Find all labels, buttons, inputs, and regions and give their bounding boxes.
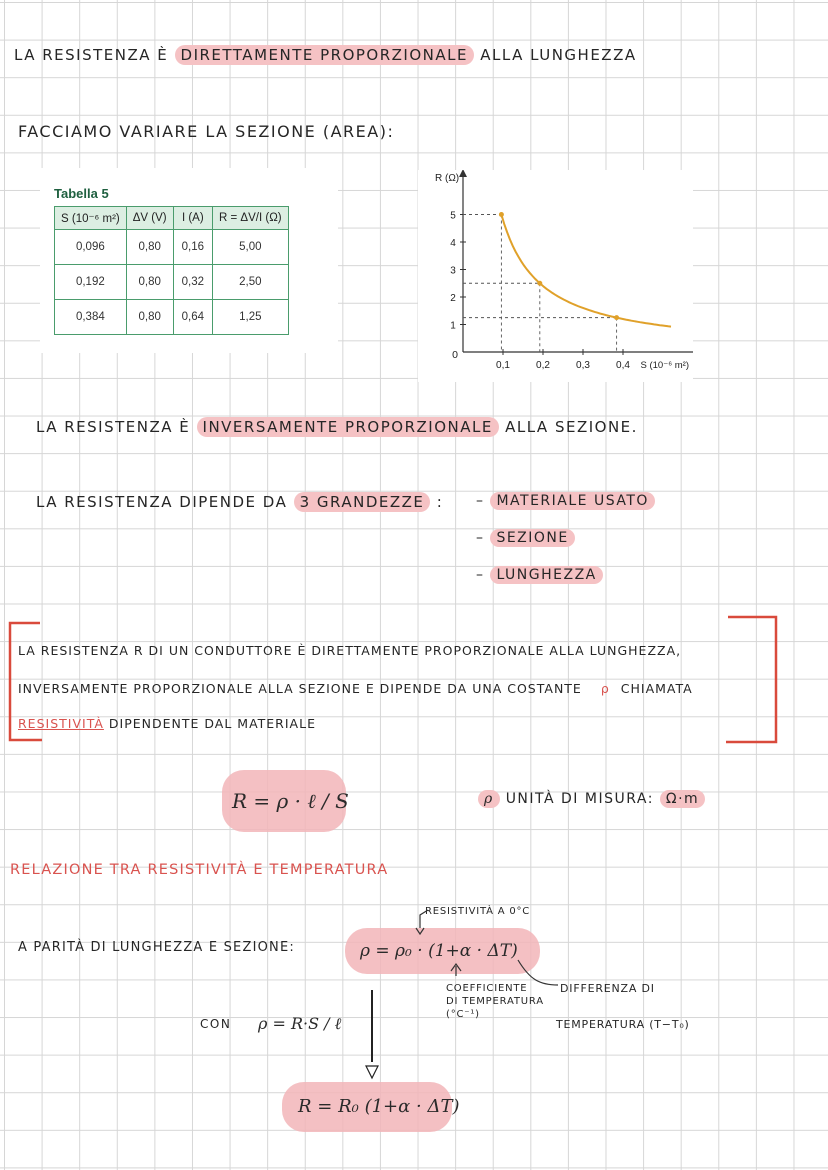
table-cell: 0,384 bbox=[55, 300, 127, 335]
x-axis-label: S (10⁻⁶ m²) bbox=[640, 360, 689, 371]
table-header-row bbox=[55, 207, 289, 230]
formula-resistivity: ρ = R·S / ℓ bbox=[258, 1014, 342, 1033]
statement-length-pre: LA RESISTENZA È bbox=[14, 46, 169, 64]
table-cell: 0,32 bbox=[173, 265, 212, 300]
table-card bbox=[40, 168, 338, 353]
vary-section-line: FACCIAMO VARIARE LA SEZIONE (AREA): bbox=[18, 122, 395, 141]
three-quantities-highlight: 3 GRANDEZZE bbox=[294, 492, 431, 512]
annotation-coefficient-3: (°C⁻¹) bbox=[446, 1009, 480, 1020]
x-tick-label: 0,1 bbox=[496, 360, 510, 371]
section-heading: RELAZIONE TRA RESISTIVITÀ E TEMPERATURA bbox=[10, 862, 389, 878]
table-cell: 0,16 bbox=[173, 230, 212, 265]
list-item: – SEZIONE bbox=[476, 530, 575, 546]
definition-resistivity: RESISTIVITÀ bbox=[18, 716, 104, 731]
x-tick-label: 0,4 bbox=[616, 360, 630, 371]
table-cell: 2,50 bbox=[213, 265, 289, 300]
table-cell: 0,80 bbox=[126, 300, 173, 335]
statement-section bbox=[36, 418, 638, 436]
definition-rho: ρ bbox=[600, 681, 610, 696]
definition-material: DIPENDENTE DAL MATERIALE bbox=[108, 716, 316, 731]
unit-rho: ρ bbox=[478, 790, 500, 808]
y-tick-label: 5 bbox=[450, 210, 456, 222]
table-row bbox=[55, 300, 289, 335]
table-cell: 0,80 bbox=[126, 265, 173, 300]
y-tick-label: 3 bbox=[450, 265, 456, 277]
table-row bbox=[55, 265, 289, 300]
data-point bbox=[499, 212, 504, 217]
chart-card bbox=[418, 170, 693, 382]
table-cell: 5,00 bbox=[213, 230, 289, 265]
annotation-difference-2: TEMPERATURA (T−T₀) bbox=[556, 1018, 690, 1031]
y-tick-label: 2 bbox=[450, 293, 456, 304]
annotation-coefficient-2: DI TEMPERATURA bbox=[446, 996, 544, 1007]
statement-section-highlight: INVERSAMENTE PROPORZIONALE bbox=[197, 417, 499, 437]
annotation-coefficient-1: COEFFICIENTE bbox=[446, 983, 528, 994]
table-body bbox=[55, 230, 289, 335]
three-quantities-post: : bbox=[436, 493, 444, 511]
definition-line-3 bbox=[18, 716, 316, 731]
x-tick-label: 0,3 bbox=[576, 360, 590, 371]
definition-chiamata: CHIAMATA bbox=[620, 681, 693, 696]
data-table bbox=[54, 206, 289, 335]
formula-resistance-temperature: R = R₀ (1+α · ΔT) bbox=[298, 1096, 460, 1117]
y-tick-label: 1 bbox=[450, 320, 456, 332]
y-tick-label: 4 bbox=[450, 238, 456, 249]
three-quantities-pre: LA RESISTENZA DIPENDE DA bbox=[36, 493, 288, 511]
unit-value: Ω·m bbox=[660, 790, 705, 808]
table-row bbox=[55, 230, 289, 265]
definition-line-2 bbox=[18, 681, 693, 696]
formula-temperature: ρ = ρ₀ · (1+α · ΔT) bbox=[360, 941, 518, 961]
three-quantities-line bbox=[36, 493, 443, 511]
table-cell: 1,25 bbox=[213, 300, 289, 335]
list-item-material: MATERIALE USATO bbox=[490, 492, 654, 510]
statement-length bbox=[14, 46, 637, 64]
formula-resistance: R = ρ · ℓ / S bbox=[232, 789, 349, 813]
parita-line: A PARITÀ DI LUNGHEZZA E SEZIONE: bbox=[18, 940, 295, 955]
data-point bbox=[537, 281, 542, 286]
statement-length-post: ALLA LUNGHEZZA bbox=[480, 46, 637, 64]
list-item-section: SEZIONE bbox=[490, 529, 574, 547]
unit-label: UNITÀ DI MISURA: bbox=[505, 791, 654, 807]
definition-line-2-text: INVERSAMENTE PROPORZIONALE ALLA SEZIONE E DIPENDE DA UNA COSTANTE bbox=[18, 681, 582, 696]
annotation-coefficient bbox=[446, 982, 544, 1021]
table-header-3: R = ΔV/I (Ω) bbox=[213, 207, 289, 230]
x-tick-label: 0,2 bbox=[536, 360, 550, 371]
list-item-length: LUNGHEZZA bbox=[490, 566, 602, 584]
data-point bbox=[614, 315, 619, 320]
table-header-0: S (10⁻⁶ m²) bbox=[55, 207, 127, 230]
series-line bbox=[501, 215, 671, 327]
list-item: – MATERIALE USATO bbox=[476, 493, 655, 509]
annotation-difference-1: DIFFERENZA DI bbox=[560, 982, 655, 995]
con-label: CON bbox=[200, 1017, 232, 1031]
table-title: Tabella 5 bbox=[54, 186, 109, 201]
table-header-1: ΔV (V) bbox=[126, 207, 173, 230]
statement-length-highlight: DIRETTAMENTE PROPORZIONALE bbox=[175, 45, 474, 65]
definition-line-1: LA RESISTENZA R DI UN CONDUTTORE È DIRETTAMENTE PROPORZIONALE ALLA LUNGHEZZA, bbox=[18, 643, 682, 658]
resistance-vs-section-chart bbox=[418, 170, 693, 382]
y-axis-arrow bbox=[459, 170, 467, 177]
statement-section-pre: LA RESISTENZA È bbox=[36, 418, 191, 436]
table-header-2: I (A) bbox=[173, 207, 212, 230]
annotation-resistivity: RESISTIVITÀ A 0°C bbox=[425, 906, 531, 917]
table-cell: 0,80 bbox=[126, 230, 173, 265]
y-axis-label: R (Ω) bbox=[435, 173, 460, 184]
unit-line bbox=[478, 791, 705, 807]
list-item: – LUNGHEZZA bbox=[476, 567, 603, 583]
origin-label: 0 bbox=[452, 349, 458, 361]
statement-section-post: ALLA SEZIONE. bbox=[505, 418, 638, 436]
table-cell: 0,192 bbox=[55, 265, 127, 300]
table-cell: 0,64 bbox=[173, 300, 212, 335]
table-cell: 0,096 bbox=[55, 230, 127, 265]
